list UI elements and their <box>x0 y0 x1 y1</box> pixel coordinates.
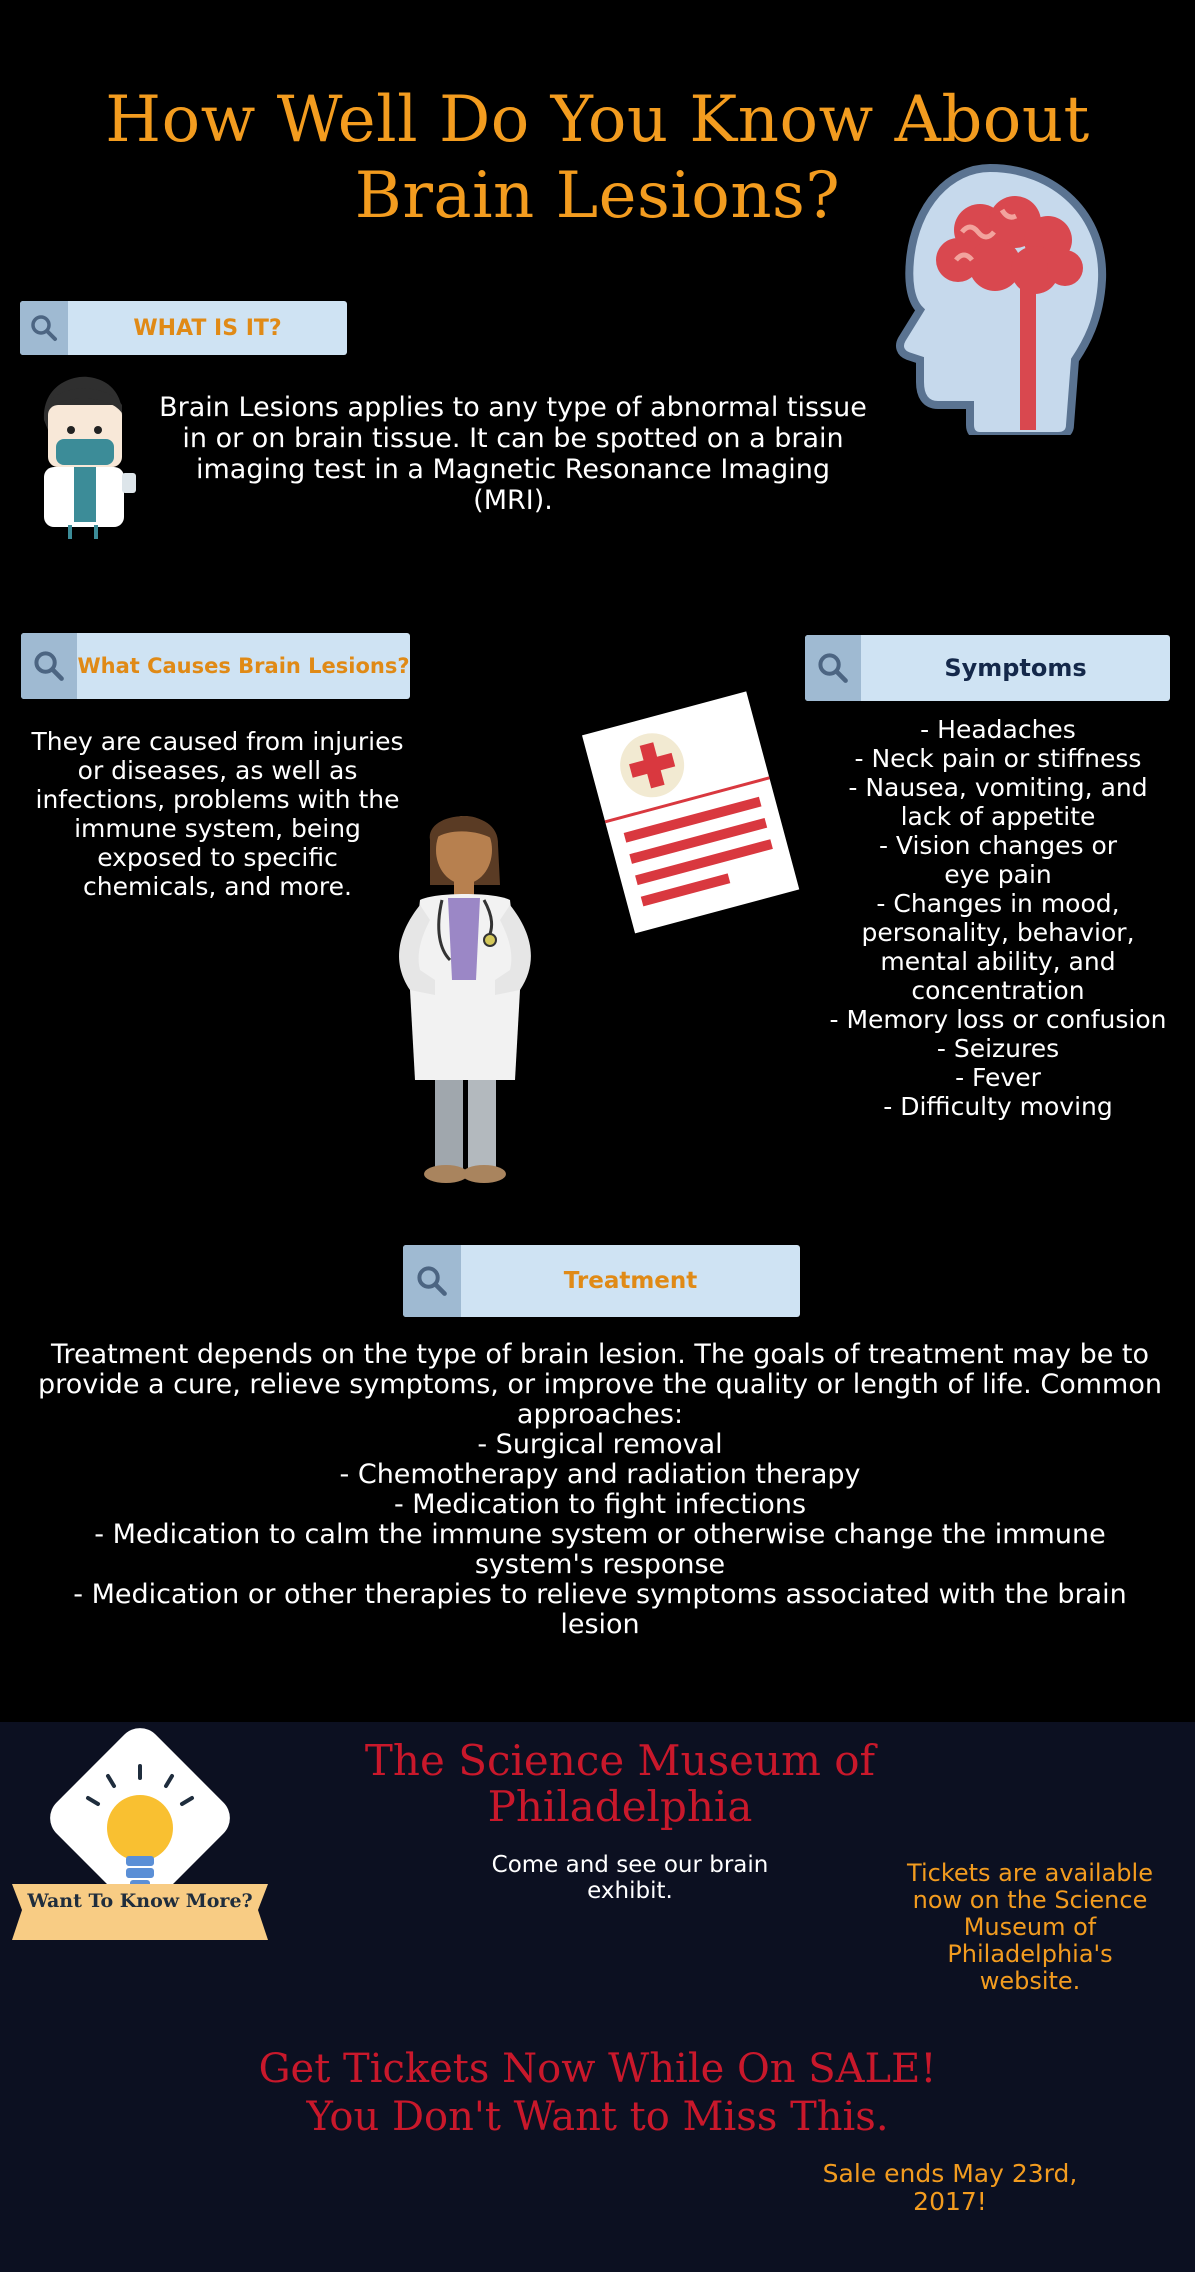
list-item: - Medication to calm the immune system or otherwise change the immune system's response <box>94 1519 1106 1580</box>
causes-heading: What Causes Brain Lesions? <box>77 654 410 678</box>
want-to-know-badge: Want To Know More? <box>27 1890 253 1912</box>
list-item: - Difficulty moving <box>883 1092 1113 1121</box>
list-item: - Fever <box>955 1063 1041 1092</box>
sale-line-1: Get Tickets Now While On SALE! <box>258 2046 937 2092</box>
list-item: - Neck pain or stiffness <box>854 744 1142 773</box>
causes-header <box>21 633 410 699</box>
treatment-heading: Treatment <box>563 1268 698 1294</box>
list-item: - Surgical removal <box>477 1429 723 1460</box>
list-item: - Medication or other therapies to relieve symptoms associated with the brain lesion <box>73 1579 1127 1640</box>
list-item: - Medication to fight infections <box>393 1489 807 1520</box>
list-item: - Chemotherapy and radiation therapy <box>339 1459 861 1490</box>
sale-ends-text: Sale ends May 23rd, 2017! <box>822 2159 1078 2216</box>
masked-doctor-icon <box>38 375 143 540</box>
list-item: - Headaches <box>920 715 1076 744</box>
treatment-list <box>30 1430 1170 1640</box>
lightbulb-icon <box>10 1728 270 1948</box>
list-item: - Seizures <box>936 1034 1060 1063</box>
search-icon <box>21 633 77 699</box>
symptoms-heading: Symptoms <box>944 654 1087 682</box>
what-is-it-heading: WHAT IS IT? <box>133 315 282 341</box>
brain-head-icon <box>870 160 1115 435</box>
list-item: - Memory loss or confusion <box>829 1005 1167 1034</box>
list-item: - Nausea, vomiting, and lack of appetite <box>848 773 1148 831</box>
page-title: How Well Do You Know About Brain Lesions? <box>105 83 1090 233</box>
what-is-it-body: Brain Lesions applies to any type of abnormal tissue in or on brain tissue. It can be spotted on a brain imaging test in a Magnetic Resonance Imaging (MRI). <box>159 392 867 516</box>
tickets-text: Tickets are available now on the Science Museum of Philadelphia's website. <box>907 1859 1153 1995</box>
treatment-header <box>403 1245 800 1317</box>
list-item: - Changes in mood, personality, behavior, mental ability, and concentration <box>861 889 1135 1005</box>
exhibit-text: Come and see our brain exhibit. <box>491 1852 769 1904</box>
symptoms-list <box>818 715 1178 1121</box>
search-icon <box>403 1245 461 1317</box>
sale-heading <box>200 2045 995 2141</box>
treatment-intro: Treatment depends on the type of brain lesion. The goals of treatment may be to provide a cure, relieve symptoms, or improve the quality or length of life. Common approaches: <box>38 1339 1162 1430</box>
search-icon <box>20 301 68 355</box>
female-doctor-icon <box>380 800 550 1190</box>
sale-line-2: You Don't Want to Miss This. <box>306 2094 889 2140</box>
causes-body: They are caused from injuries or diseases, as well as infections, problems with the immune system, being exposed to specific chemicals, and more. <box>31 727 404 901</box>
museum-title: The Science Museum of Philadelphia <box>364 1736 876 1831</box>
list-item: - Vision changes or eye pain <box>878 831 1118 889</box>
what-is-it-header <box>20 301 347 355</box>
search-icon <box>805 635 861 701</box>
medical-report-icon <box>580 685 800 935</box>
symptoms-header <box>805 635 1170 701</box>
